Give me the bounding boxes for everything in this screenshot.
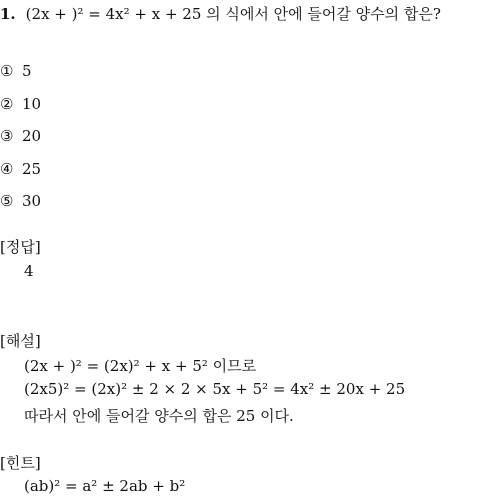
explanation-line-1: (2x + )² = (2x)² + x + 5² 이므로 xyxy=(24,357,257,375)
choice-2-label: 10 xyxy=(22,95,42,113)
hint-heading: [힌트] xyxy=(0,454,41,472)
choice-5-label: 30 xyxy=(22,192,42,210)
choice-3-label: 20 xyxy=(22,127,42,145)
question xyxy=(0,3,441,24)
choice-5-number: ⑤ xyxy=(0,192,14,210)
choice-3[interactable] xyxy=(0,127,41,145)
choice-1[interactable] xyxy=(0,62,32,80)
explanation-heading: [해설] xyxy=(0,332,41,350)
explanation-line-3: 따라서 안에 들어갈 양수의 합은 25 이다. xyxy=(24,407,294,425)
choice-2-number: ② xyxy=(0,95,14,113)
choice-5[interactable] xyxy=(0,192,41,210)
choice-3-number: ③ xyxy=(0,127,14,145)
choice-1-number: ① xyxy=(0,62,14,80)
explanation-line-2: (2x5)² = (2x)² ± 2 × 2 × 5x + 5² = 4x² ± 20x + 25 xyxy=(24,380,406,398)
choice-4-label: 25 xyxy=(22,160,42,178)
choice-2[interactable] xyxy=(0,95,41,113)
answer-heading: [정답] xyxy=(0,238,41,256)
hint-line: (ab)² = a² ± 2ab + b² xyxy=(24,477,186,495)
question-number: 1. xyxy=(0,5,16,23)
choice-1-label: 5 xyxy=(22,62,32,80)
choice-4[interactable] xyxy=(0,160,41,178)
choice-4-number: ④ xyxy=(0,160,14,178)
question-text: (2x + )² = 4x² + x + 25 의 식에서 안에 들어갈 양수의 합은? xyxy=(25,5,441,23)
answer-value: 4 xyxy=(24,262,34,280)
